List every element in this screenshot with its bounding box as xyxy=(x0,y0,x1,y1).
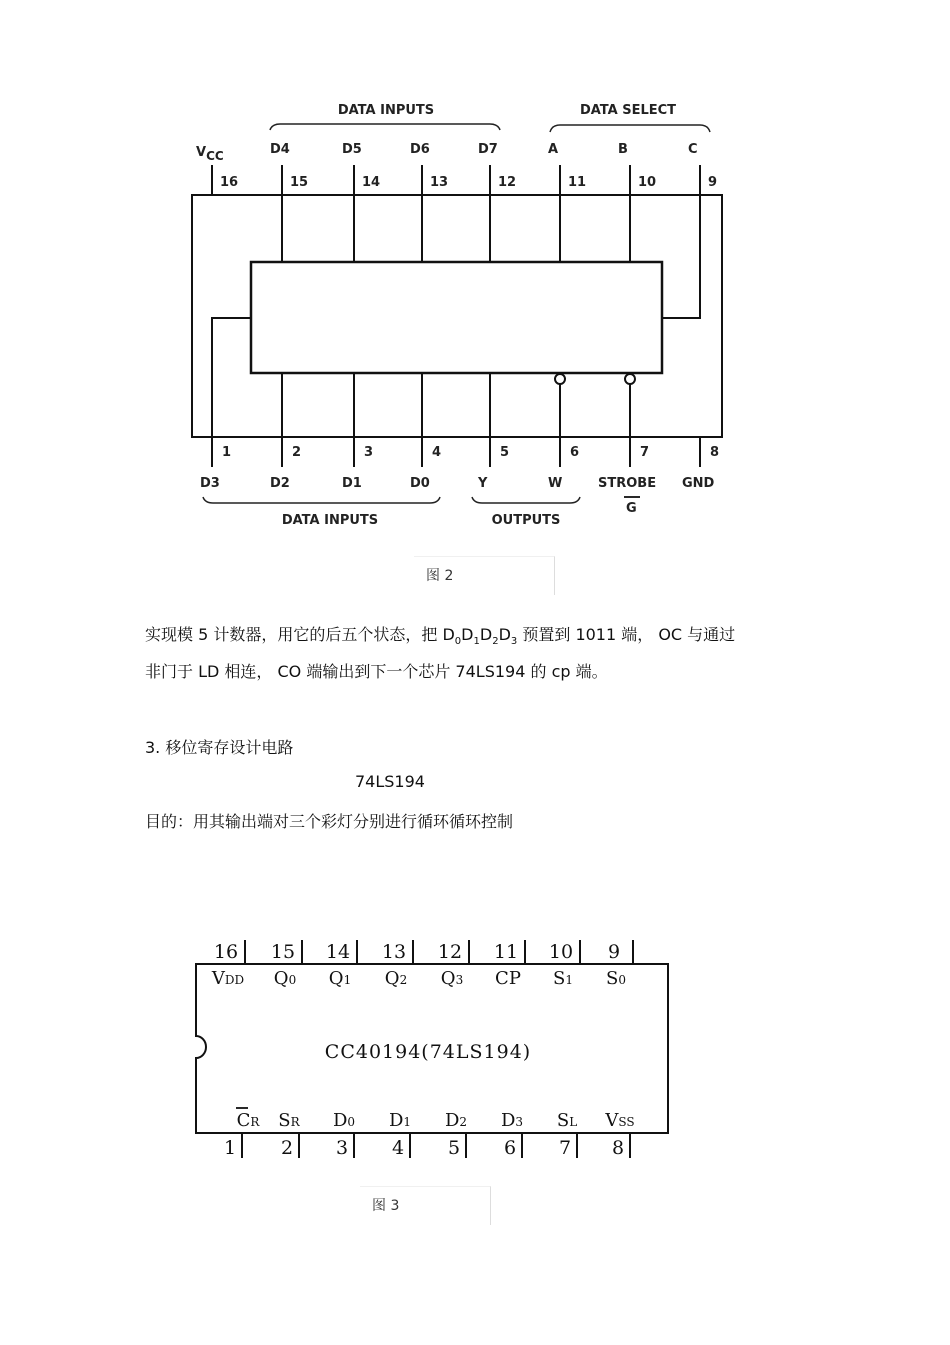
pin-label: Q1 xyxy=(328,968,352,989)
figure2-caption: 图 2 xyxy=(414,556,555,595)
pin-number: 11 xyxy=(568,175,587,190)
inversion-bubble-w xyxy=(555,374,565,384)
pin-number: 10 xyxy=(548,941,574,963)
fig3-bottom-pin-4 xyxy=(392,1133,410,1159)
pin-number: 4 xyxy=(391,1137,405,1159)
fig3-bottom-pin-1 xyxy=(224,1133,242,1159)
fig3-bottom-pin-6 xyxy=(504,1133,522,1159)
pin-label: SR xyxy=(278,1110,300,1131)
purpose-text: 目的：用其输出端对三个彩灯分别进行循环循环控制 xyxy=(145,812,514,831)
fig3-bottom-label-d2 xyxy=(445,1110,467,1131)
top-pin-d4 xyxy=(270,142,308,262)
bottom-group-label-data-inputs: DATA INPUTS xyxy=(281,513,379,528)
pin-name: D7 xyxy=(478,142,498,157)
pin-number: 1 xyxy=(222,445,232,460)
fig3-bottom-pin-5 xyxy=(448,1133,466,1159)
pin-label: D3 xyxy=(500,1110,524,1131)
pin-number: 2 xyxy=(292,445,302,460)
paragraph-line-1: 实现模 5 计数器，用它的后五个状态，把 $D_0D_1D_2D_3$ 预置到 1011 端， OC 与通过 xyxy=(145,625,736,648)
inversion-bubble-strobe xyxy=(625,374,635,384)
pin-label: D0 xyxy=(332,1110,356,1131)
pin-label: CR xyxy=(236,1110,260,1131)
pin-name: D2 xyxy=(270,476,290,491)
bottom-pin-gnd xyxy=(682,437,719,491)
fig3-bottom-label-sr xyxy=(278,1110,300,1131)
pin-number: 6 xyxy=(570,445,580,460)
pin-name: D4 xyxy=(270,142,290,157)
pin-name: W xyxy=(548,476,563,491)
paragraph-line-2: 非门于 LD 相连， CO 端输出到下一个芯片 74LS194 的 cp 端。 xyxy=(145,662,608,681)
outer-package-box xyxy=(192,195,722,437)
pin-name: C xyxy=(688,142,698,157)
fig3-bottom-label-sl xyxy=(557,1110,577,1131)
pin-number: 4 xyxy=(432,445,442,460)
pin-number: 5 xyxy=(447,1137,461,1159)
pin-name: Y xyxy=(478,476,488,491)
pin-label: S1 xyxy=(553,968,573,989)
top-pin-d5 xyxy=(342,142,380,262)
pin-number: 16 xyxy=(213,941,239,963)
bottom-pin-d1 xyxy=(342,373,373,491)
bottom-pin-d2 xyxy=(270,373,301,491)
top-pin-d6 xyxy=(410,142,448,262)
top-pin-c xyxy=(688,142,717,195)
pin-number: 9 xyxy=(607,941,621,963)
pin-name: B xyxy=(618,142,628,157)
bottom-pins xyxy=(200,373,719,516)
pin-number: 8 xyxy=(611,1137,625,1159)
bottom-pin-d3 xyxy=(200,437,231,491)
pin-number: 8 xyxy=(710,445,720,460)
pin-label: D2 xyxy=(444,1110,468,1131)
pin-number: 1 xyxy=(223,1137,237,1159)
fig3-bottom-pin-3 xyxy=(336,1133,354,1159)
pin-label: Q0 xyxy=(273,968,297,989)
top-pin-a xyxy=(548,142,586,262)
chip-title: CC40194(74LS194) xyxy=(324,1041,532,1063)
pin-label: S0 xyxy=(606,968,626,989)
pin-name: D1 xyxy=(342,476,362,491)
pin-number: 12 xyxy=(437,941,463,963)
pin-label: Q2 xyxy=(384,968,408,989)
fig3-bottom-label-d1 xyxy=(389,1110,411,1131)
pin-number: 15 xyxy=(270,941,296,963)
inner-logic-box xyxy=(251,262,662,373)
pin-number: 3 xyxy=(335,1137,349,1159)
pin-number: 11 xyxy=(493,941,519,963)
top-group-label-data-inputs: DATA INPUTS xyxy=(337,103,435,118)
pin-number: 6 xyxy=(503,1137,517,1159)
pin-number: 10 xyxy=(638,175,657,190)
pin-name: GND xyxy=(682,476,715,491)
top-group-label-data-select: DATA SELECT xyxy=(579,103,677,118)
pin-name: D5 xyxy=(342,142,362,157)
pin-number: 7 xyxy=(640,445,650,460)
fig3-bottom-pin-2 xyxy=(281,1133,299,1159)
figure2-mux-diagram xyxy=(0,0,950,560)
fig3-bottom-label-d0 xyxy=(333,1110,355,1131)
top-pin-d7 xyxy=(478,142,516,262)
pin-number: 3 xyxy=(364,445,374,460)
pin-label: VDD xyxy=(211,968,245,989)
bottom-pin-y xyxy=(477,373,509,491)
pin-number: 15 xyxy=(290,175,309,190)
pin-number: 14 xyxy=(325,941,351,963)
pin-number: 16 xyxy=(220,175,239,190)
fig3-bottom-pin-8 xyxy=(612,1133,630,1159)
fig3-bottom-label-cr xyxy=(236,1108,260,1131)
bottom-group-label-outputs: OUTPUTS xyxy=(491,513,561,528)
pin-name: A xyxy=(548,142,559,157)
section-heading: 3. 移位寄存设计电路 xyxy=(145,738,294,757)
top-pin-vcc xyxy=(196,145,238,195)
pin-label: Q3 xyxy=(440,968,464,989)
pin-name: VCC xyxy=(196,145,224,163)
pin-label: D1 xyxy=(388,1110,412,1131)
pin-number: 7 xyxy=(558,1137,572,1159)
figure3-caption: 图 3 xyxy=(360,1186,491,1225)
pin-label: VSS xyxy=(605,1110,635,1131)
pin-number: 13 xyxy=(381,941,407,963)
pin-number: 12 xyxy=(498,175,517,190)
pin-number: 14 xyxy=(362,175,381,190)
fig3-bottom-label-d3 xyxy=(501,1110,523,1131)
pin-name: D6 xyxy=(410,142,430,157)
d0d1d2d3-text: $D_0D_1D_2D_3$ xyxy=(442,625,518,648)
pin-name: STROBE xyxy=(598,476,657,491)
bottom-pin-d0 xyxy=(410,373,441,491)
pin-name: D0 xyxy=(410,476,430,491)
figure3-shift-register-diagram xyxy=(0,930,950,1190)
chip-name: 74LS194 xyxy=(355,772,425,791)
fig3-bottom-pin-7 xyxy=(559,1133,577,1159)
bottom-pin-strobe xyxy=(598,384,656,516)
pin-number: 13 xyxy=(430,175,449,190)
fig3-bottom-label-vss xyxy=(604,1110,634,1131)
pin-number: 2 xyxy=(280,1137,294,1159)
pin-name: D3 xyxy=(200,476,220,491)
top-pins xyxy=(196,142,717,262)
top-pin-b xyxy=(618,142,656,262)
pin-number: 9 xyxy=(708,175,718,190)
pin-number: 5 xyxy=(500,445,510,460)
strobe-g-bar: G xyxy=(626,501,637,516)
pin-label: SL xyxy=(556,1110,578,1131)
pin-label: CP xyxy=(495,968,521,989)
